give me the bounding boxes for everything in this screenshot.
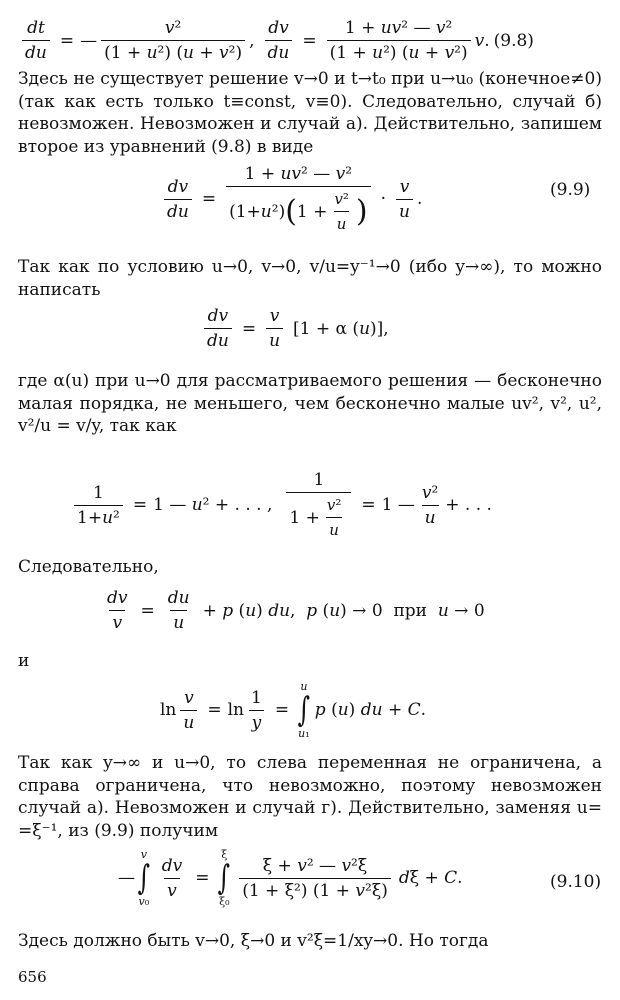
equation-series: $\frac{1}{\text{1+u²}}$ = 1 — u² + . . . , 1 1 + $\frac{\text{v²}}{u}$ = 1 — $\frac{\text{v²}}{u}$ + . . . xyxy=(70,470,492,540)
paragraph-7: Здесь должно быть v→0, ξ→0 и v²ξ=1/xy→0. Но тогда xyxy=(18,931,489,951)
paragraph-2: Так как по условию u→0, v→0, v/u=y⁻¹→0 (ибо y→∞), то можно написать xyxy=(18,257,602,300)
equation-9-8: $\frac{dt}{du}$ = — $\frac{\text{v²}}{\text{(1 + u²) (u + v²)}}$ , $\frac{dv}{du}$ = $\frac{\text{1 + uv² — v²}}{\text{(1 + u²) (u + v²)}}$ v. (9.8) xyxy=(18,18,602,63)
page-number: 656 xyxy=(18,968,47,986)
paragraph-4: Следовательно, xyxy=(18,557,159,577)
fraction-rhs-9-8: $\frac{\text{1 + uv² — v²}}{\text{(1 + u²) (u + v²)}}$ xyxy=(327,18,471,63)
paragraph-3: где α(u) при u→0 для рассматриваемого решения — бесконечно малая порядка, не меньшего, чем бесконечно малые uv², v², u², v²/u = v/y, так как xyxy=(18,371,602,436)
paragraph-1: Здесь не существует решение v→0 и t→t₀ при u→u₀ (конечное≠0) (так как есть только t≡const, v≡0). Следовательно, случай б) невозможен. Невозможен и случай а). Действительно, запишем второе из уравнений (9.8) в виде xyxy=(18,69,602,157)
equation-dv-v: $\frac{dv}{v}$ = $\frac{du}{u}$ + p (u) du, p (u) → 0 при u → 0 xyxy=(107,588,485,633)
equation-number-9-8: (9.8) xyxy=(493,30,534,51)
equation-9-10: — v ∫ v₀ $\frac{dv}{v}$ = ξ ∫ ξ₀ $\frac{\text{ξ + v² — v²ξ}}{\text{(1 + ξ²) (1 + v²ξ)}}$ dξ + C. xyxy=(118,848,463,908)
paragraph-5: и xyxy=(18,651,30,671)
equation-9-9: $\frac{dv}{du}$ = 1 + uv² — v² (1+ u ²) ( 1 + $\frac{\text{v²}}{u}$ ) · $\frac{v}{u}$ . xyxy=(160,164,422,234)
equation-number-9-10: (9.10) xyxy=(550,872,602,892)
paragraph-6: Так как y→∞ и u→0, то слева переменная не ограничена, а справа ограничена, что невозможно, поэтому невозможен случай а). Невозможен и случай г). Действительно, заменяя u= =ξ⁻¹, из (9.9) получим xyxy=(18,753,602,841)
equation-ln: ln $\frac{v}{u}$ = ln $\frac{1}{y}$ = u ∫ u₁ p (u) du + C. xyxy=(160,680,427,740)
equation-number-9-9: (9.9) xyxy=(550,180,591,200)
equation-alpha: $\frac{dv}{du}$ = $\frac{v}{u}$ [1 + α (u)], xyxy=(200,306,389,351)
fraction-dt-du: $\frac{dt}{du}$ xyxy=(22,18,50,63)
fraction-dv-du: $\frac{dv}{du}$ xyxy=(265,18,293,63)
fraction-v2-over: $\frac{\text{v²}}{\text{(1 + u²) (u + v²)}}$ xyxy=(101,18,245,63)
